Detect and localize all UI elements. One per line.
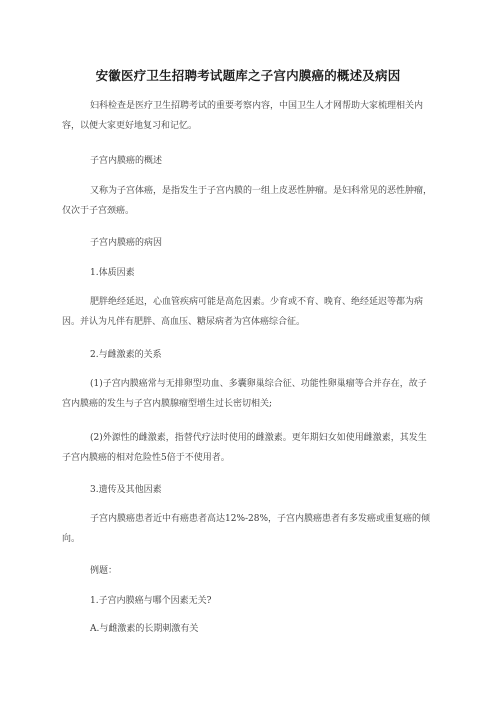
cause-3-heading: 3.遗传及其他因素 [90, 485, 162, 495]
section-overview-text: 又称为子宫体癌，是指发生于子宫内膜的一组上皮恶性肿瘤。是妇科常见的恶性肿瘤，仅次于子宫颈癌。 [62, 186, 433, 216]
cause-3-text: 子宫内膜癌患者近中有癌患者高达12%-28%，子宫内膜癌患者有多发癌或重复癌的倾向。 [62, 514, 431, 544]
option-a: A.与雌激素的长期刺激有关 [90, 624, 199, 634]
section-cause-heading: 子宫内膜癌的病因 [90, 238, 163, 248]
cause-1-text: 肥胖绝经延迟，心血管疾病可能是高危因素。少育或不育、晚育、绝经延迟等都为病因。并认为凡伴有肥胖、高血压、糖尿病者为宫体癌综合征。 [62, 297, 424, 327]
cause-2-heading: 2.与雌激素的关系 [90, 350, 162, 360]
intro-paragraph: 妇科检查是医疗卫生招聘考试的重要考察内容，中国卫生人才网帮助大家梳理相关内容，以便大家更好地复习和记忆。 [62, 101, 424, 131]
document-title: 安徽医疗卫生招聘考试题库之子宫内膜癌的概述及病因 [95, 68, 401, 83]
section-overview-heading: 子宫内膜癌的概述 [90, 156, 163, 166]
example-label: 例题： [90, 566, 118, 576]
cause-1-heading: 1.体质因素 [90, 268, 135, 278]
question-1: 1.子宫内膜癌与哪个因素无关? [90, 596, 212, 606]
cause-2-item-2: (2)外源性的雌激素，指替代疗法时使用的雌激素。更年期妇女如使用雌激素，其发生子宫内膜癌的相对危险性5倍于不使用者。 [62, 433, 427, 463]
cause-2-item-1: (1)子宫内膜癌常与无排卵型功血、多囊卵巢综合征、功能性卵巢瘤等合并存在，故子宫内膜癌的发生与子宫内膜腺瘤型增生过长密切相关; [62, 379, 427, 409]
